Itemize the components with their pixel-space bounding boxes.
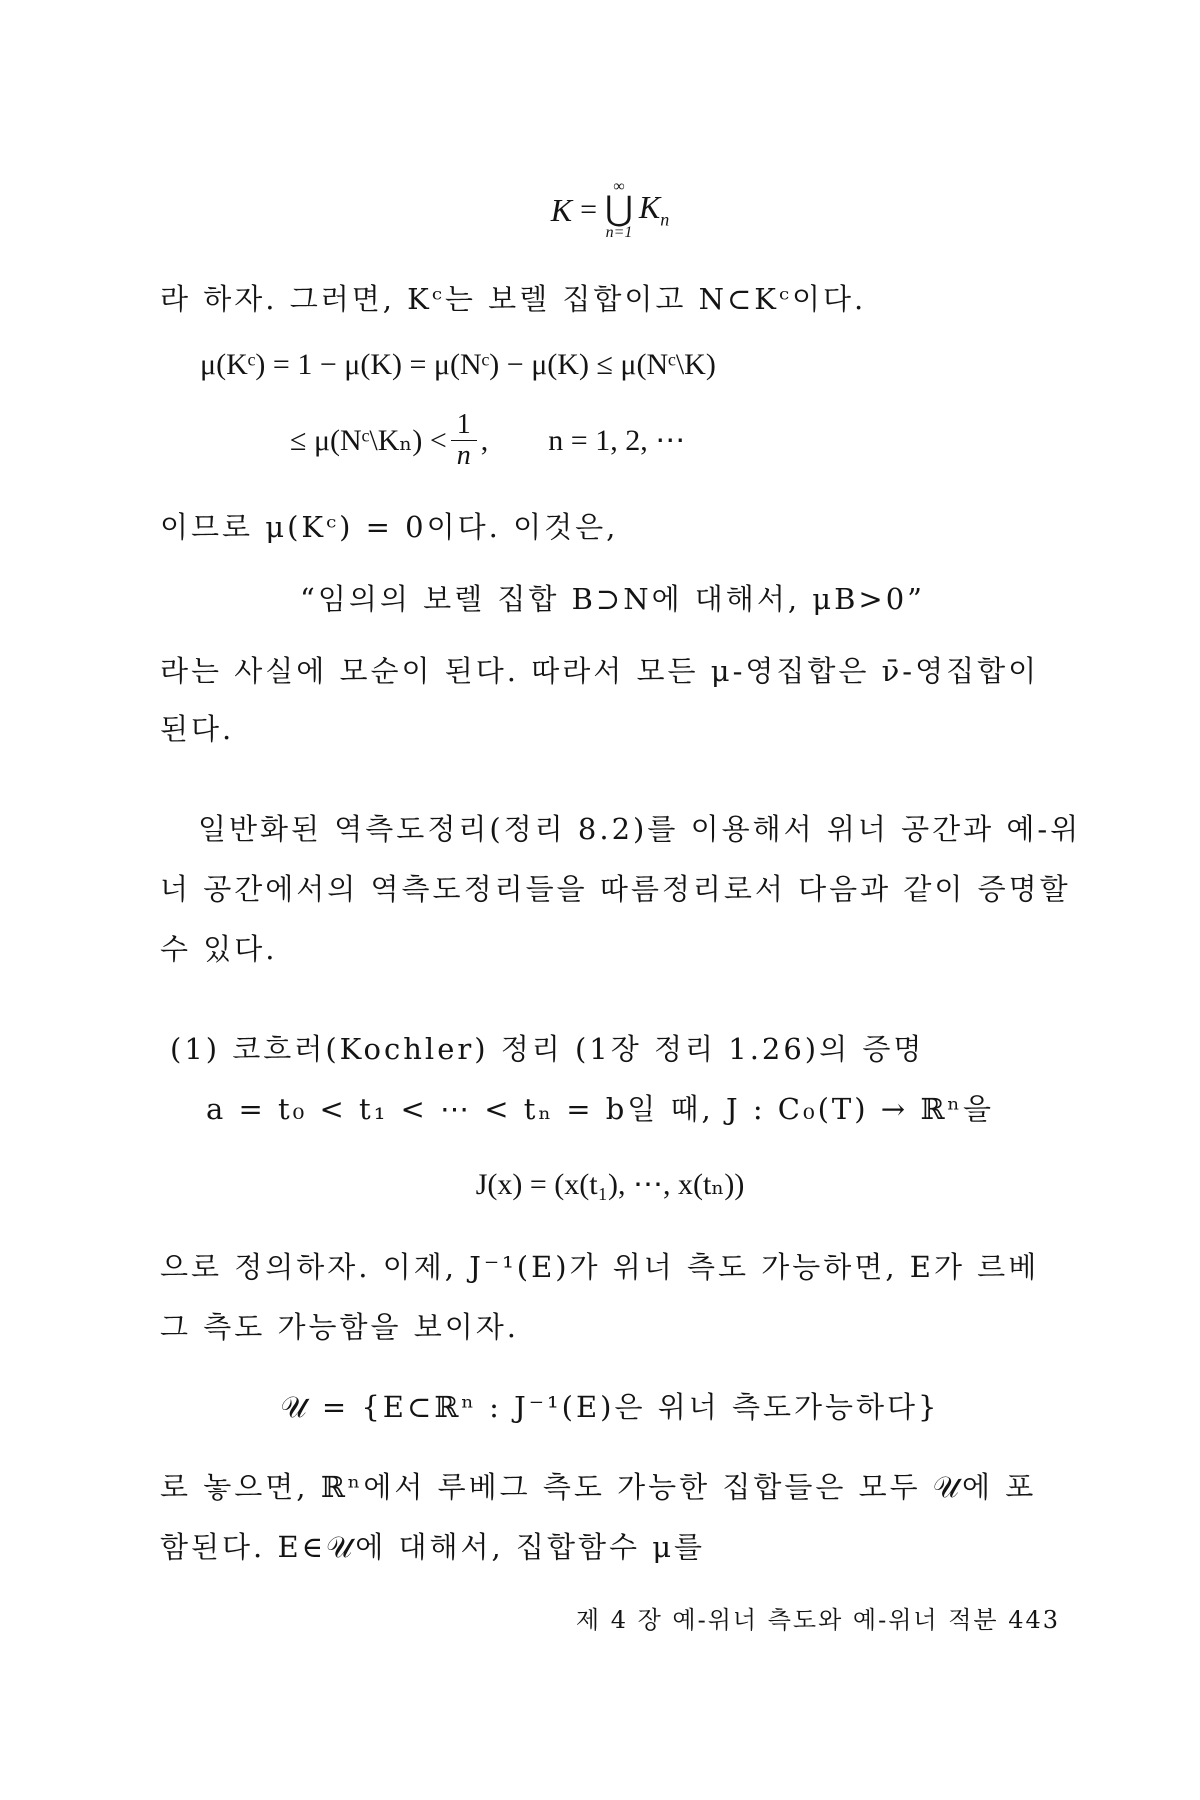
fraction-one-over-n xyxy=(451,410,477,471)
text-line-4b: 그 측도 가능함을 보이자. xyxy=(160,1310,520,1344)
text-line-2: 이므로 μ(Kᶜ) = 0이다. 이것은, xyxy=(160,510,619,544)
section-line-1: a = t₀ < t₁ < ⋯ < tₙ = b일 때, J : C₀(T) → ℝⁿ을 xyxy=(206,1092,994,1126)
fraction-numerator: 1 xyxy=(456,408,471,440)
fraction-denominator: n xyxy=(456,439,471,471)
quoted-statement: “임의의 보렐 집합 B⊃N에 대해서, μB>0” xyxy=(300,582,926,616)
text-line-1: 라 하자. 그러면, Kᶜ는 보렐 집합이고 N⊂Kᶜ이다. xyxy=(160,282,867,316)
union-symbol: ⋃ xyxy=(605,191,633,228)
paragraph-2-line-3: 수 있다. xyxy=(160,932,278,966)
text-line-3b: 된다. xyxy=(160,712,235,746)
eq-mu2-left: ≤ μ(Nᶜ\Kₙ) < xyxy=(290,423,447,457)
equation-mu-1: μ(Kᶜ) = 1 − μ(K) = μ(Nᶜ) − μ(K) ≤ μ(Nᶜ\K) xyxy=(200,348,716,381)
eq-mu2-right: , n = 1, 2, ⋯ xyxy=(480,423,686,457)
eq-k-rhs: K xyxy=(638,189,661,226)
eq-k-rhs-subscript: n xyxy=(660,209,670,230)
paragraph-2-line-2: 너 공간에서의 역측도정리들을 따름정리로서 다음과 같이 증명할 xyxy=(160,872,1071,906)
text-line-5a: 로 놓으면, ℝⁿ에서 루베그 측도 가능한 집합들은 모두 𝒰에 포 xyxy=(160,1470,1037,1504)
equation-k-union xyxy=(160,160,1060,260)
section-heading: (1) 코흐러(Kochler) 정리 (1장 정리 1.26)의 증명 xyxy=(170,1032,925,1066)
equation-U: 𝒰 = {E⊂ℝⁿ : J⁻¹(E)은 위너 측도가능하다} xyxy=(280,1390,940,1424)
big-union-operator xyxy=(605,179,633,241)
equation-J: J(x) = (x(t₁), ⋯, x(tₙ)) xyxy=(475,1168,745,1201)
text-line-4a: 으로 정의하자. 이제, J⁻¹(E)가 위너 측도 가능하면, E가 르베 xyxy=(160,1250,1040,1284)
union-upper-limit: ∞ xyxy=(613,178,625,195)
text-line-5b: 함된다. E∈𝒰에 대해서, 집합함수 μ를 xyxy=(160,1530,706,1564)
union-lower-limit: n=1 xyxy=(605,224,633,241)
eq-k-equals: = xyxy=(580,193,598,226)
eq-k-lhs: K xyxy=(550,191,573,228)
equation-mu-2 xyxy=(290,405,1060,475)
text-line-3a: 라는 사실에 모순이 된다. 따라서 모든 μ-영집합은 ν̄-영집합이 xyxy=(160,654,1040,688)
page-footer: 제 4 장 예-위너 측도와 예-위너 적분 443 xyxy=(575,1606,1060,1634)
paragraph-2-line-1: 일반화된 역측도정리(정리 8.2)를 이용해서 위너 공간과 예-위 xyxy=(198,812,1082,846)
